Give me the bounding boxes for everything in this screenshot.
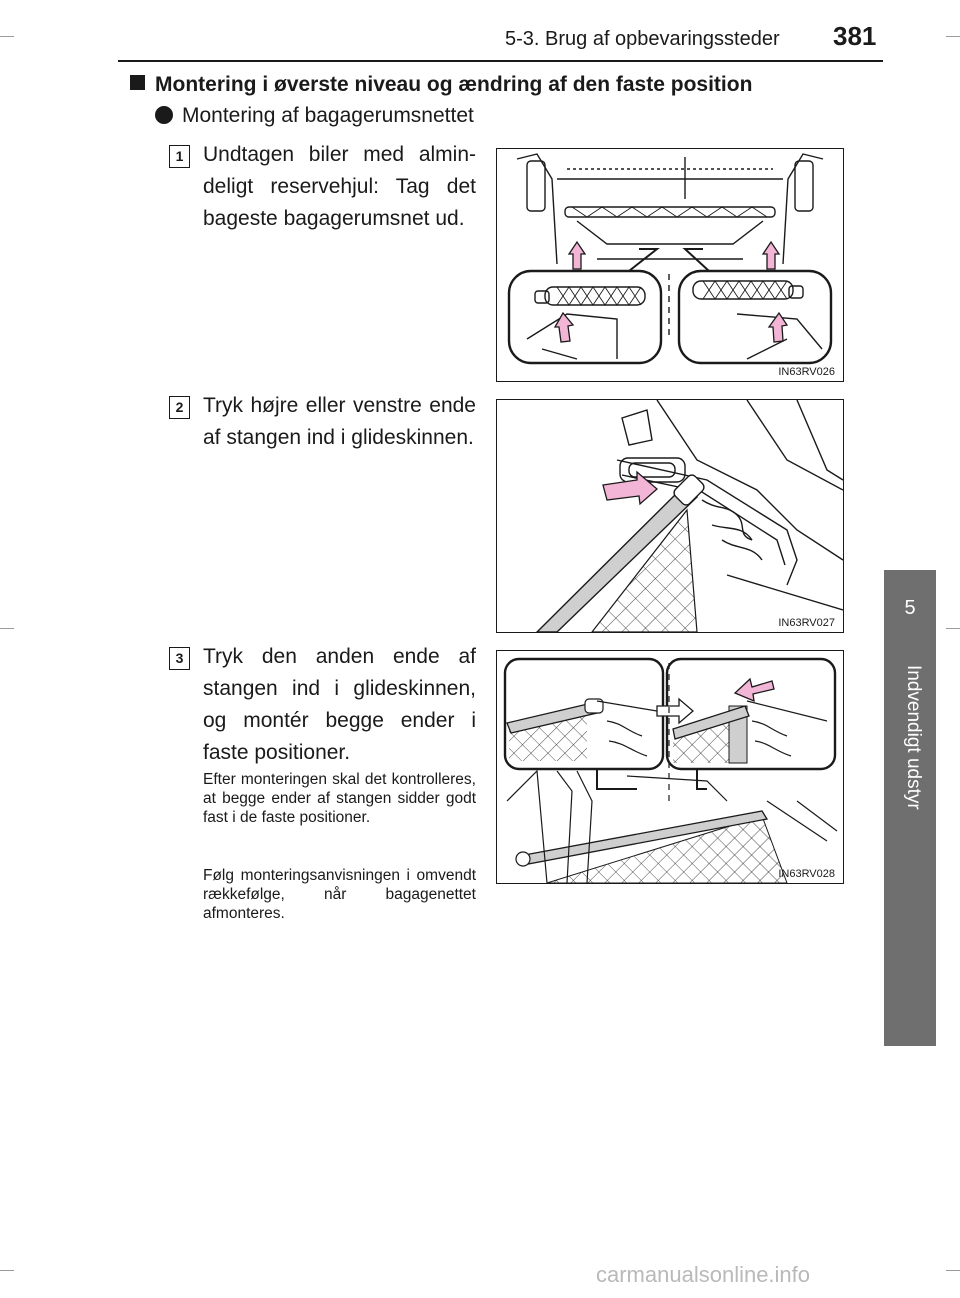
subheading-text: Montering af bagagerumsnettet bbox=[182, 104, 474, 127]
crop-mark bbox=[946, 628, 960, 629]
figure-3 bbox=[496, 650, 844, 884]
chapter-label: Indvendigt udstyr bbox=[903, 665, 924, 810]
section-heading-text: Montering i øverste niveau og ændring af den faste position bbox=[155, 73, 753, 96]
illustration-push-bar-into-rail bbox=[497, 400, 843, 632]
step-text-1: Undtagen biler med almindeligt reservehjul: Tag det bageste bagagerumsnet ud. bbox=[203, 143, 476, 230]
figure-2 bbox=[496, 399, 844, 633]
crop-mark bbox=[946, 1270, 960, 1271]
crop-mark bbox=[946, 36, 960, 37]
crop-mark bbox=[0, 36, 14, 37]
illustration-remove-rear-net bbox=[497, 149, 843, 381]
figure-code: IN63RV028 bbox=[778, 868, 835, 880]
crop-mark bbox=[0, 1270, 14, 1271]
illustration-fix-bar-positions bbox=[497, 651, 843, 883]
note-paragraph-2: Følg monteringsanvisningen i omvendt rækkefølge, når bagagenettet afmonteres. bbox=[203, 867, 476, 922]
watermark: carmanualsonline.info bbox=[596, 1262, 811, 1287]
figure-code: IN63RV026 bbox=[778, 366, 835, 378]
crop-mark bbox=[0, 628, 14, 629]
note-paragraph-1: Efter monteringen skal det kontrolleres, at begge ender af stangen sidder godt fast i de faste positioner. bbox=[203, 771, 476, 826]
step-number-1: 1 bbox=[169, 145, 190, 168]
subheading bbox=[155, 104, 474, 128]
step-number-2: 2 bbox=[169, 396, 190, 419]
step-text-2: Tryk højre eller venstre ende af stangen ind i glideskinnen. bbox=[203, 394, 476, 449]
square-bullet-icon bbox=[130, 75, 145, 90]
figure-code: IN63RV027 bbox=[778, 617, 835, 629]
circle-bullet-icon bbox=[155, 106, 173, 124]
page-number: 381 bbox=[833, 21, 877, 51]
step-text-3: Tryk den anden ende af stangen ind i glideskinnen, og montér begge ender i faste positioner. bbox=[203, 645, 476, 764]
section-heading bbox=[130, 73, 752, 97]
figure-1 bbox=[496, 148, 844, 382]
step-number-3: 3 bbox=[169, 647, 190, 670]
running-header: 5-3. Brug af opbevaringssteder bbox=[505, 28, 780, 50]
header-rule bbox=[118, 60, 883, 62]
chapter-number: 5 bbox=[904, 597, 916, 619]
